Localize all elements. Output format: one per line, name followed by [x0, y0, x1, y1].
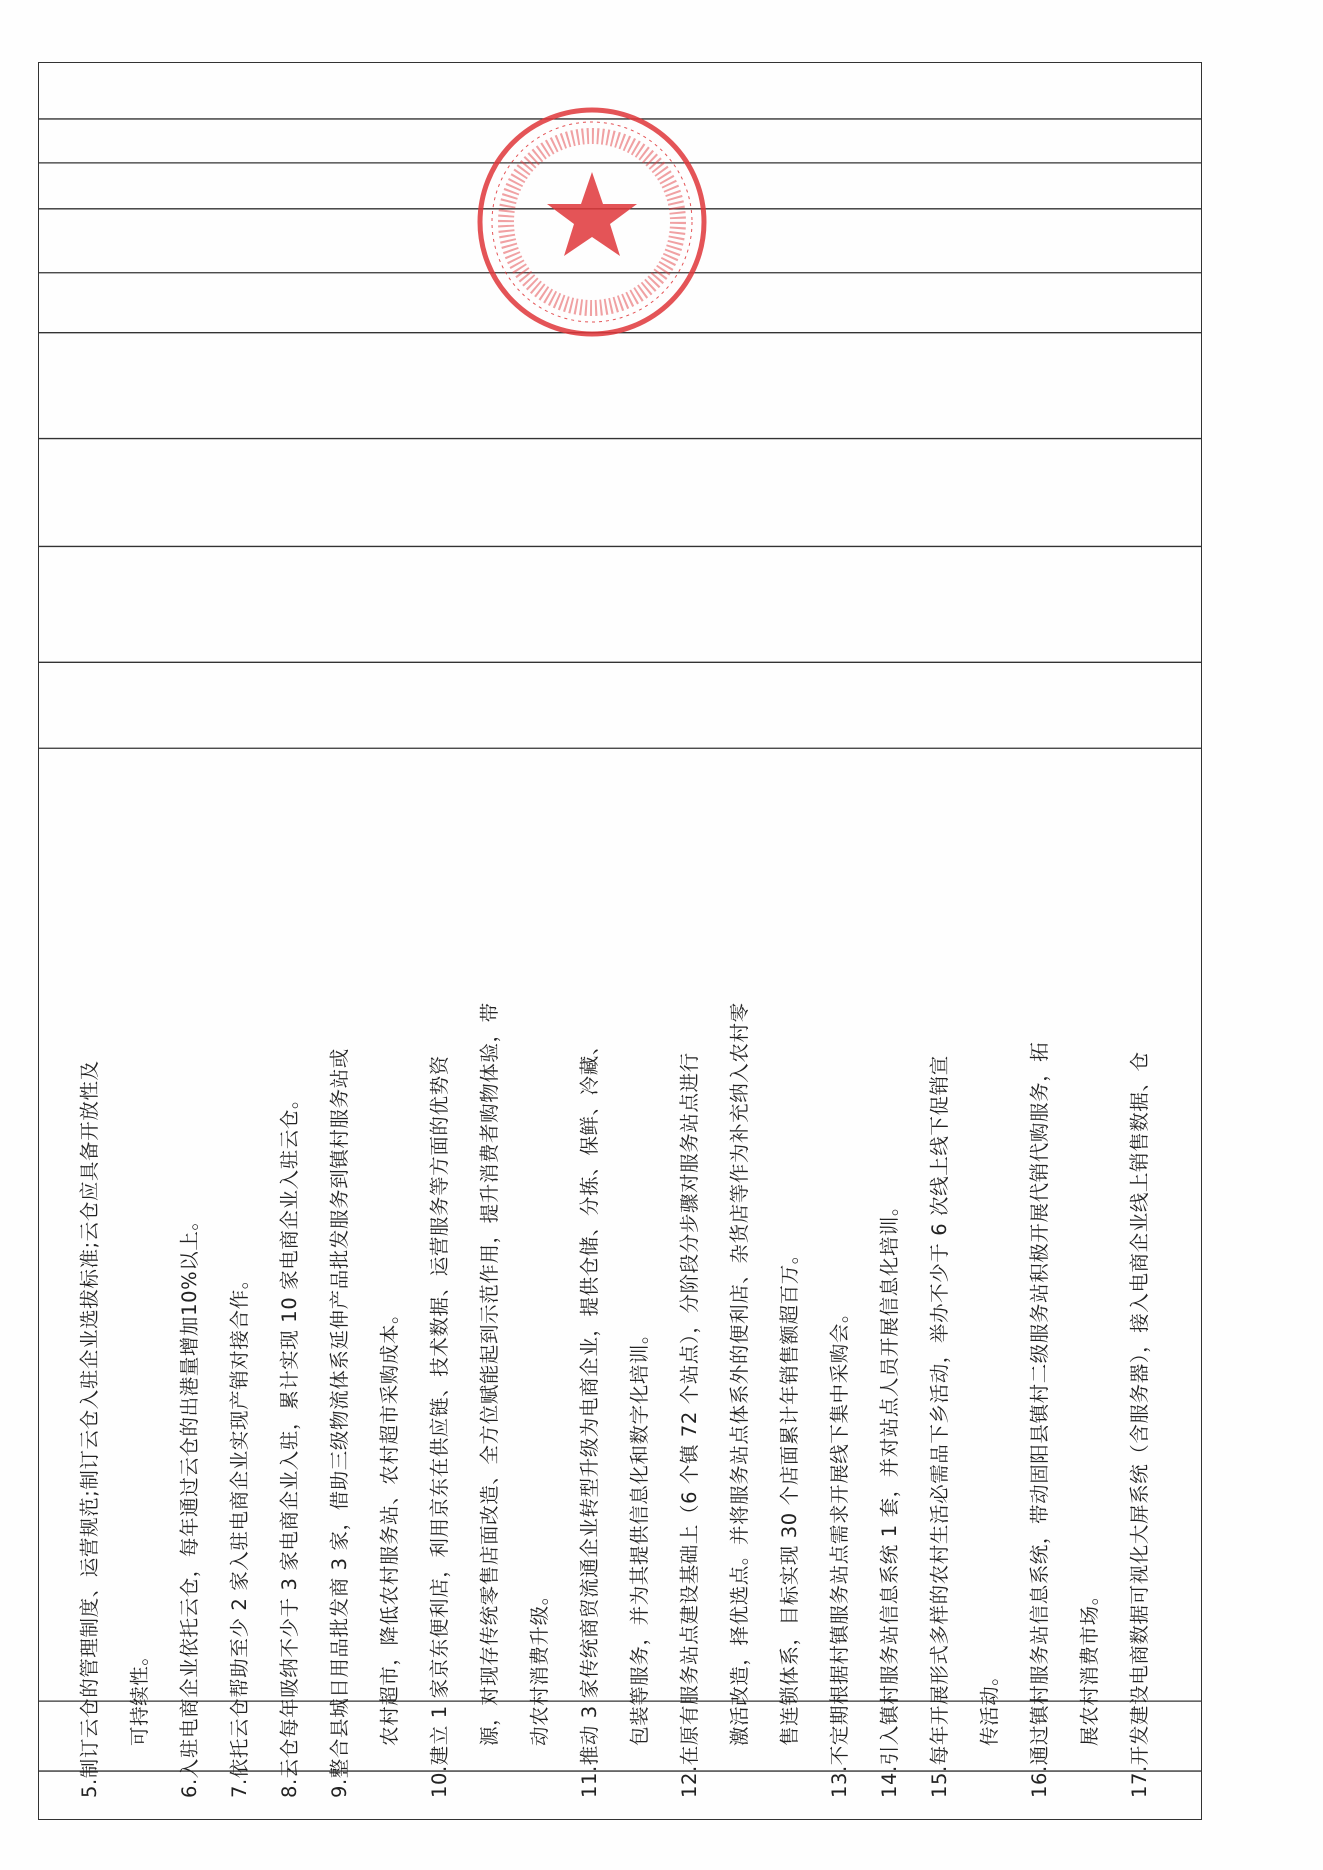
list-item-line: 6.入驻电商企业依托云仓，每年通过云仓的出港量增加10%以上。 [178, 1210, 201, 1798]
list-item-line: 农村超市，降低农村服务站、农村超市采购成本。 [378, 1303, 401, 1746]
list-item-line: 14.引入镇村服务站信息系统 1 套，并对站点人员开展信息化培训。 [878, 1195, 901, 1798]
list-item-line: 售连锁体系，目标实现 30 个店面累计年销售额超百万。 [778, 1244, 801, 1746]
list-item-line: 15.每年开展形式多样的农村生活必需品下乡活动，举办不少于 6 次线上线下促销宣 [928, 1055, 951, 1798]
list-item-line: 5.制订云仓的管理制度、运营规范;制订云仓入驻企业选拔标准;云仓应具备开放性及 [78, 1060, 101, 1798]
list-item-line: 可持续性。 [128, 1645, 151, 1746]
list-item-line: 激活改造，择优选点。并将服务站点体系外的便利店、杂货店等作为补充纳入农村零 [728, 1002, 751, 1746]
list-item-line: 9.整合县城日用品批发商 3 家，借助三级物流体系延伸产品批发服务到镇村服务站或 [328, 1048, 351, 1798]
list-item-line: 源，对现存传统零售店面改造、全方位赋能起到示范作用，提升消费者购物体验，带 [478, 1002, 501, 1746]
list-item-line: 展农村消费市场。 [1078, 1585, 1101, 1746]
list-item-line: 传活动。 [978, 1665, 1001, 1746]
rotated-text-block [60, 748, 1190, 1798]
list-item-line: 动农村消费升级。 [528, 1585, 551, 1746]
list-item-line: 11.推动 3 家传统商贸流通企业转型升级为电商企业，提供仓储、分拣、保鲜、冷藏、 [578, 1035, 601, 1798]
list-item-line: 10.建立 1 家京东便利店，利用京东在供应链、技术数据、运营服务等方面的优势资 [428, 1055, 451, 1798]
list-item-line: 7.依托云仓帮助至少 2 家入驻电商企业实现产销对接合作。 [228, 1269, 251, 1798]
list-item-line: 13.不定期根据村镇服务站点需求开展线下集中采购会。 [828, 1302, 851, 1798]
list-item-line: 12.在原有服务站点建设基础上（6 个镇 72 个站点），分阶段分步骤对服务站点进行 [678, 1052, 701, 1798]
list-item-line: 17.开发建设电商数据可视化大屏系统（含服务器），接入电商企业线上销售数据、仓 [1128, 1051, 1151, 1798]
list-item-line: 包装等服务，并为其提供信息化和数字化培训。 [628, 1323, 651, 1746]
official-seal-icon [470, 100, 714, 344]
list-item-line: 8.云仓每年吸纳不少于 3 家电商企业入驻，累计实现 10 家电商企业入驻云仓。 [278, 1088, 301, 1798]
list-item-line: 16.通过镇村服务站信息系统，带动固阳县镇村二级服务站积极开展代销代购服务，拓 [1028, 1041, 1051, 1798]
